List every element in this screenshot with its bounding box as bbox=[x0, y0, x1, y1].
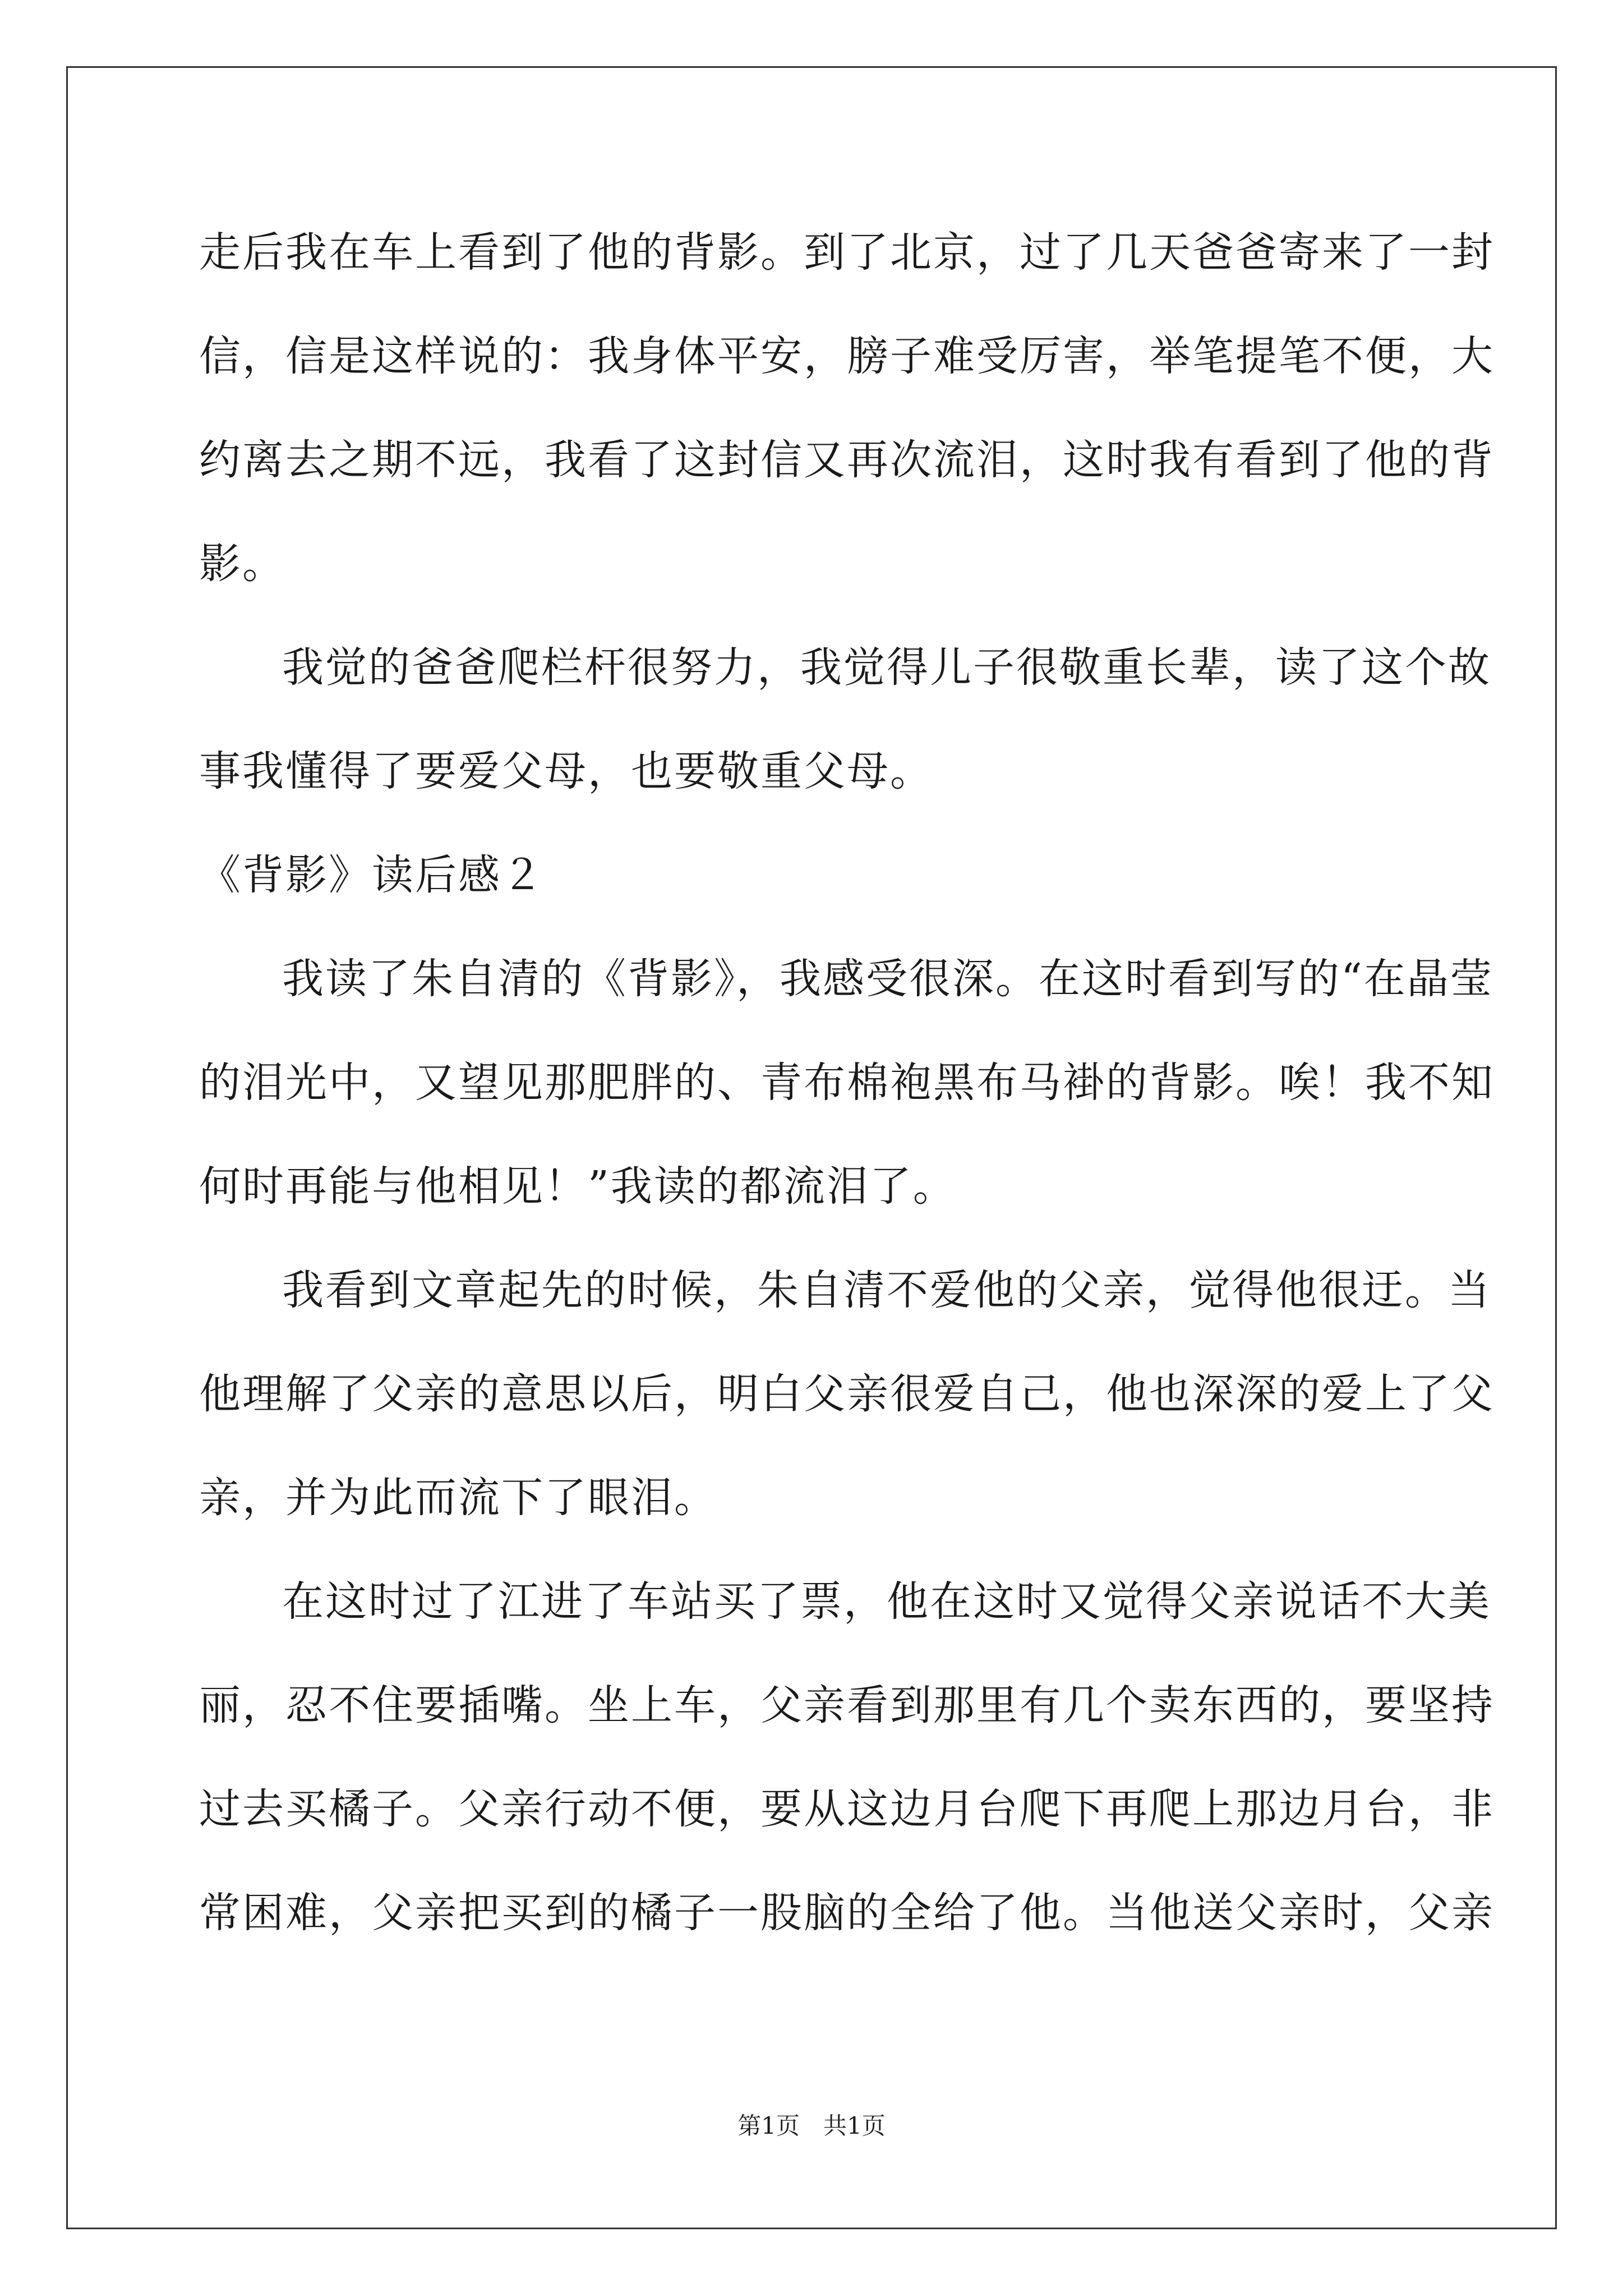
document-body bbox=[199, 210, 1495, 1975]
text-line: 常困难，父亲把买到的橘子一股脑的全给了他。当他送父亲时，父亲 bbox=[199, 1889, 1495, 1937]
text-line: 影。 bbox=[199, 540, 285, 588]
text-line: 约离去之期不远，我看了这封信又再次流泪，这时我有看到了他的背 bbox=[199, 436, 1495, 484]
text-line: 过去买橘子。父亲行动不便，要从这边月台爬下再爬上那边月台，非 bbox=[199, 1785, 1495, 1833]
paragraph-start-line: 在这时过了江进了车站买了票，他在这时又觉得父亲说话不大美 bbox=[282, 1577, 1491, 1626]
text-line: 他理解了父亲的意思以后，明白父亲很爱自己，他也深深的爱上了父 bbox=[199, 1370, 1495, 1418]
text-line: 何时再能与他相见！”我读的都流泪了。 bbox=[199, 1162, 956, 1211]
text-line: 的泪光中，又望见那肥胖的、青布棉袍黑布马褂的背影。唉！我不知 bbox=[199, 1059, 1495, 1107]
text-line: 丽，忍不住要插嘴。坐上车，父亲看到那里有几个卖东西的，要坚持 bbox=[199, 1681, 1495, 1729]
paragraph-start-line: 我读了朱自清的《背影》，我感受很深。在这时看到写的“在晶莹 bbox=[282, 955, 1493, 1003]
section-heading: 《背影》读后感２ bbox=[199, 851, 545, 899]
text-line: 走后我在车上看到了他的背影。到了北京，过了几天爸爸寄来了一封 bbox=[199, 228, 1495, 277]
paragraph-start-line: 我看到文章起先的时候，朱自清不爱他的父亲，觉得他很迂。当 bbox=[282, 1266, 1491, 1314]
paragraph-start-line: 我觉的爸爸爬栏杆很努力，我觉得儿子很敬重长辈，读了这个故 bbox=[282, 643, 1491, 692]
text-line: 亲，并为此而流下了眼泪。 bbox=[199, 1474, 717, 1522]
page-number-footer: 第1页 共1页 bbox=[737, 2112, 886, 2139]
text-line: 信，信是这样说的：我身体平安，膀子难受厉害，举笔提笔不便，大 bbox=[199, 332, 1495, 380]
text-line: 事我懂得了要爱父母，也要敬重父母。 bbox=[199, 747, 933, 795]
